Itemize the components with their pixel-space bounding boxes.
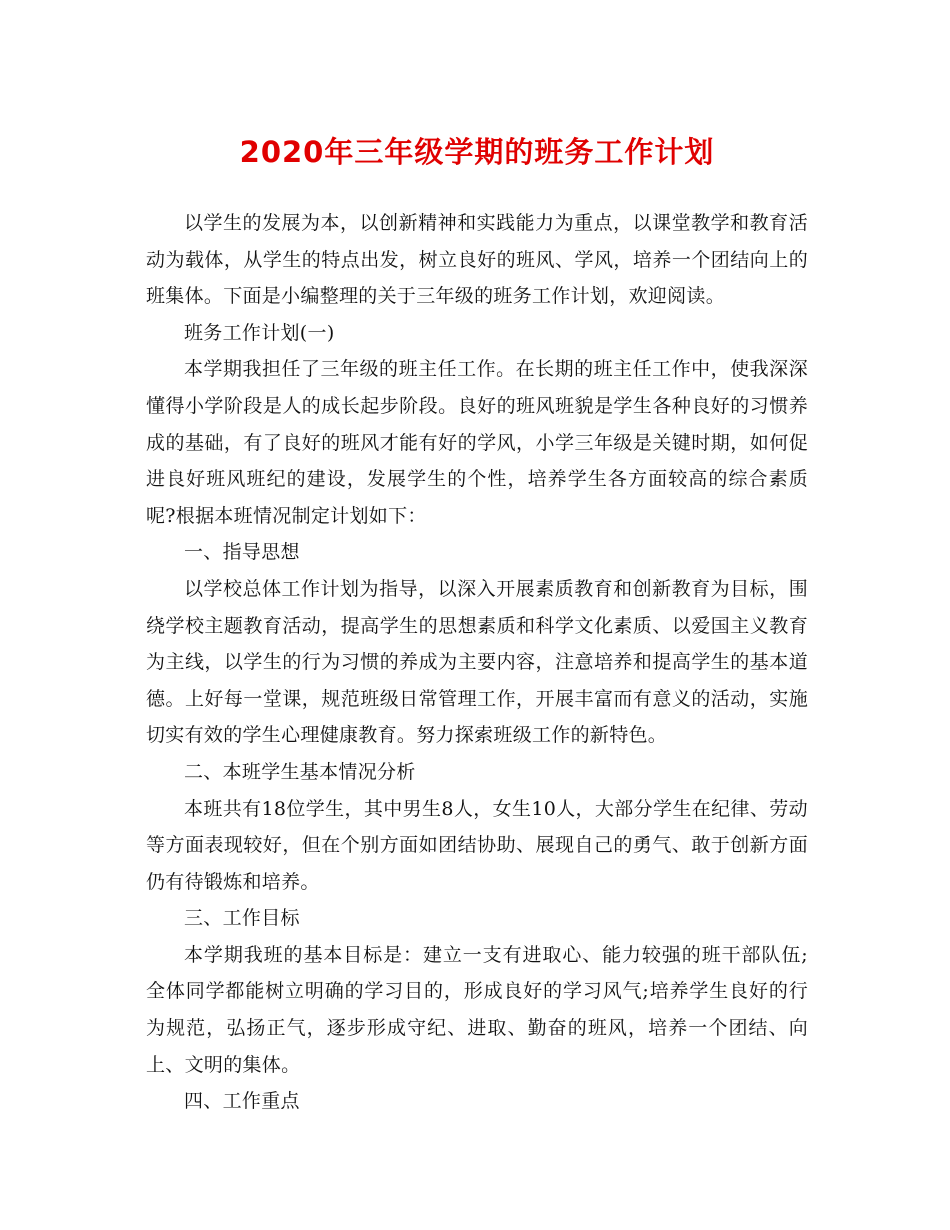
body-paragraph: 本学期我班的基本目标是：建立一支有进取心、能力较强的班干部队伍;全体同学都能树立明确的学习目的，形成良好的学习风气;培养学生良好的行为规范，弘扬正气，逐步形成守纪、进取、勤奋的班风，培养一个团结、向上、文明的集体。 bbox=[146, 943, 808, 1076]
section-heading-work-focus: 四、工作重点 bbox=[184, 1090, 300, 1113]
document-title: 2020年三年级学期的班务工作计划 bbox=[239, 135, 715, 169]
section-heading-plan-1: 班务工作计划(一) bbox=[184, 321, 335, 344]
intro-paragraph: 以学生的发展为本，以创新精神和实践能力为重点，以课堂教学和教育活动为载体，从学生的特点出发，树立良好的班风、学风，培养一个团结向上的班集体。下面是小编整理的关于三年级的班务工作计划，欢迎阅读。 bbox=[146, 212, 808, 308]
section-heading-class-analysis: 二、本班学生基本情况分析 bbox=[184, 760, 416, 783]
section-heading-work-goals: 三、工作目标 bbox=[184, 907, 300, 930]
body-paragraph: 本学期我担任了三年级的班主任工作。在长期的班主任工作中，使我深深懂得小学阶段是人的成长起步阶段。良好的班风班貌是学生各种良好的习惯养成的基础，有了良好的班风才能有好的学风，小学三年级是关键时期，如何促进良好班风班纪的建设，发展学生的个性，培养学生各方面较高的综合素质呢?根据本班情况制定计划如下： bbox=[146, 358, 808, 527]
section-heading-guiding-ideology: 一、指导思想 bbox=[184, 541, 300, 564]
body-paragraph: 本班共有18位学生，其中男生8人，女生10人，大部分学生在纪律、劳动等方面表现较好，但在个别方面如团结协助、展现自己的勇气、敢于创新方面仍有待锻炼和培养。 bbox=[146, 797, 808, 893]
document-body bbox=[146, 205, 808, 1120]
body-paragraph: 以学校总体工作计划为指导，以深入开展素质教育和创新教育为目标，围绕学校主题教育活动，提高学生的思想素质和科学文化素质、以爱国主义教育为主线，以学生的行为习惯的养成为主要内容，注意培养和提高学生的基本道德。上好每一堂课，规范班级日常管理工作，开展丰富而有意义的活动，实施切实有效的学生心理健康教育。努力探索班级工作的新特色。 bbox=[146, 577, 808, 747]
